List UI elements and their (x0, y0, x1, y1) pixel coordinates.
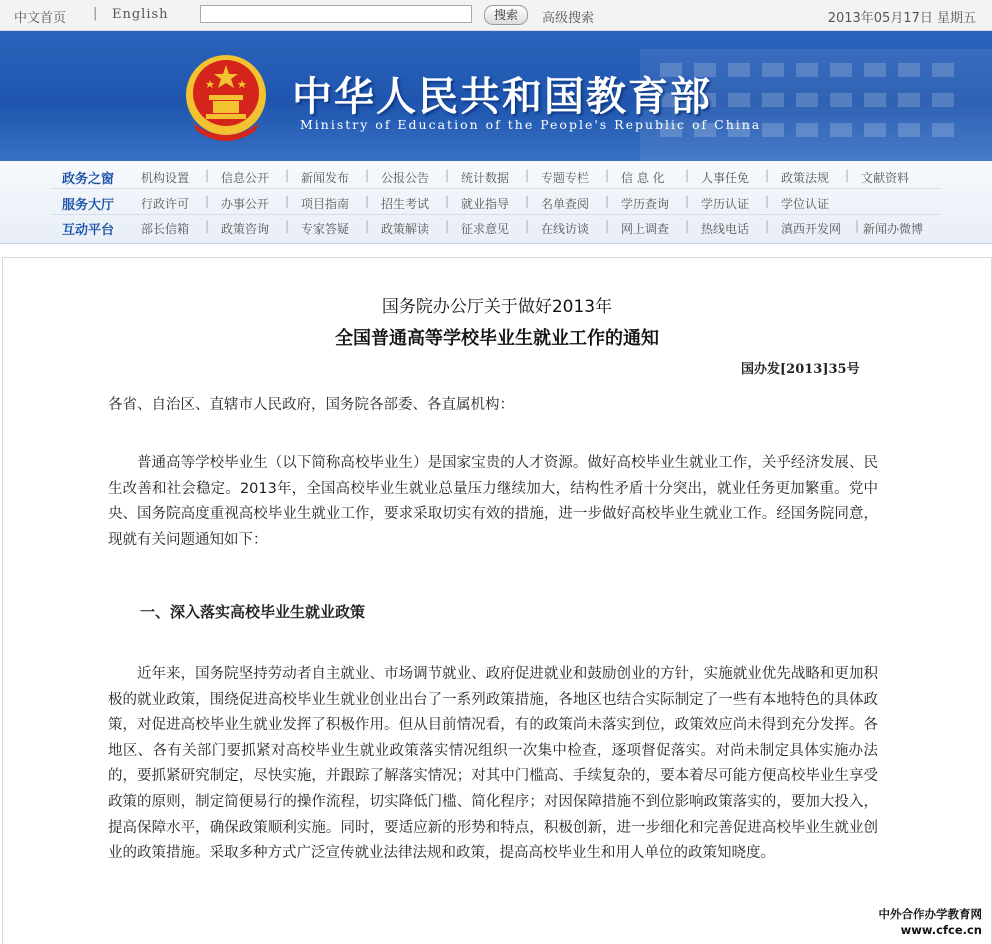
site-subtitle: Ministry of Education of the People's Republic of China (300, 117, 762, 132)
nav-link[interactable]: 办事公开 (221, 197, 270, 211)
nav-link[interactable]: 部长信箱 (141, 222, 190, 236)
site-banner (0, 31, 992, 161)
nav-link[interactable]: 信息公开 (221, 171, 270, 185)
nav-link[interactable]: 招生考试 (381, 197, 430, 211)
nav-link[interactable]: 就业指导 (461, 197, 510, 211)
section-heading: 一、深入落实高校毕业生就业政策 (140, 603, 366, 621)
search-button[interactable]: 搜索 (484, 5, 528, 25)
paragraph: 近年来，国务院坚持劳动者自主就业、市场调节就业、政府促进就业和鼓励创业的方针，实施就业优先战略和更加积极的就业政策，围绕促进高校毕业生就业创业出台了一系列政策措施，各地区也结合实际制定了一些有本地特色的具体政策，对促进高校毕业生就业发挥了积极作用。但从目前情况看，有的政策尚未落实到位，政策效应尚未得到充分发挥。各地区、各有关部门要抓紧对高校毕业生就业政策落实情况组织一次集中检查，逐项督促落实。对尚未制定具体实施办法的，要抓紧研究制定，尽快实施，并跟踪了解落实情况；对其中门槛高、手续复杂的，要本着尽可能方便高校毕业生享受政策的原则，制定简便易行的操作流程，切实降低门槛、简化程序；对因保障措施不到位影响政策落实的，要加大投入，提高保障水平，确保政策顺利实施。同时，要适应新的形势和特点，积极创新，进一步细化和完善促进高校毕业生就业创业的政策措施。采取多种方式广泛宣传就业法律法规和政策，提高高校毕业生和用人单位的政策知晓度。 (108, 666, 878, 862)
english-link[interactable]: English (112, 7, 169, 22)
document-title-line1: 国务院办公厅关于做好2013年 (381, 297, 613, 317)
nav-row-interaction: 互动平台 部长信箱 | 政策咨询 | 专家答疑 | 政策解读 | 征求意见 | 在线访谈 | 网上调查 | 热线电话 | 滇西开发网 | 新闻办微博 (62, 219, 924, 238)
nav-link[interactable]: 政策解读 (381, 222, 430, 236)
paragraph: 普通高等学校毕业生（以下简称高校毕业生）是国家宝贵的人才资源。做好高校毕业生就业工作，关乎经济发展、民生改善和社会稳定。2013年，全国高校毕业生就业总量压力继续加大，结构性矛盾十分突出，就业任务更加繁重。党中央、国务院高度重视高校毕业生就业工作，要求采取切实有效的措施，进一步做好高校毕业生就业工作。经国务院同意，现就有关问题通知如下： (108, 455, 878, 548)
search-input[interactable] (200, 5, 472, 23)
nav-link[interactable]: 学历查询 (621, 197, 670, 211)
nav-category: 互动平台 (62, 223, 115, 238)
nav-link[interactable]: 征求意见 (461, 222, 510, 236)
nav-link[interactable]: 信 息 化 (621, 171, 665, 185)
nav-link[interactable]: 人事任免 (701, 171, 750, 185)
nav-link[interactable]: 学历认证 (701, 197, 750, 211)
main-navigation (0, 161, 992, 244)
nav-link[interactable]: 网上调查 (621, 222, 670, 236)
nav-link[interactable]: 专家答疑 (301, 222, 350, 236)
top-bar (0, 0, 992, 31)
site-title: 中华人民共和国教育部 (292, 73, 712, 120)
current-date: 2013年05月17日 星期五 (827, 11, 976, 26)
watermark-line: 中外合作办学教育网 (878, 907, 982, 921)
nav-link[interactable]: 政策法规 (781, 171, 830, 185)
document-number: 国办发[2013]35号 (741, 362, 860, 377)
nav-link[interactable]: 滇西开发网 (781, 222, 842, 236)
nav-link[interactable]: 文献资料 (861, 171, 910, 185)
nav-link[interactable]: 学位认证 (781, 197, 830, 211)
nav-link[interactable]: 政策咨询 (221, 222, 270, 236)
nav-row-government: 政务之窗 机构设置 | 信息公开 | 新闻发布 | 公报公告 | 统计数据 | 专题专栏 | 信 息 化 | 人事任免 | 政策法规 | 文献资料 (62, 168, 910, 187)
nav-link[interactable]: 统计数据 (461, 171, 510, 185)
chinese-home-link[interactable]: 中文首页 (14, 11, 67, 26)
nav-link[interactable]: 机构设置 (141, 171, 190, 185)
document-title-line2: 全国普通高等学校毕业生就业工作的通知 (335, 328, 659, 349)
national-emblem-icon (183, 51, 269, 145)
nav-link[interactable]: 热线电话 (701, 222, 750, 236)
divider: | (93, 6, 98, 21)
nav-link[interactable]: 名单查阅 (541, 197, 590, 211)
nav-link[interactable]: 新闻办微博 (863, 222, 924, 236)
nav-category: 政务之窗 (62, 172, 115, 187)
nav-link[interactable]: 专题专栏 (541, 171, 590, 185)
watermark-line: www.cfce.cn (900, 923, 982, 937)
nav-link[interactable]: 项目指南 (301, 197, 350, 211)
addressee: 各省、自治区、直辖市人民政府，国务院各部委、各直属机构： (108, 397, 514, 413)
nav-link[interactable]: 公报公告 (381, 171, 430, 185)
nav-row-services: 服务大厅 行政许可 | 办事公开 | 项目指南 | 招生考试 | 就业指导 | 名单查阅 | 学历查询 | 学历认证 | 学位认证 (62, 194, 830, 213)
watermark (875, 904, 987, 940)
nav-category: 服务大厅 (62, 198, 115, 213)
nav-link[interactable]: 行政许可 (141, 197, 190, 211)
article-content (2, 257, 992, 944)
nav-link[interactable]: 在线访谈 (541, 222, 590, 236)
advanced-search-link[interactable]: 高级搜索 (542, 11, 595, 26)
nav-link[interactable]: 新闻发布 (301, 171, 350, 185)
